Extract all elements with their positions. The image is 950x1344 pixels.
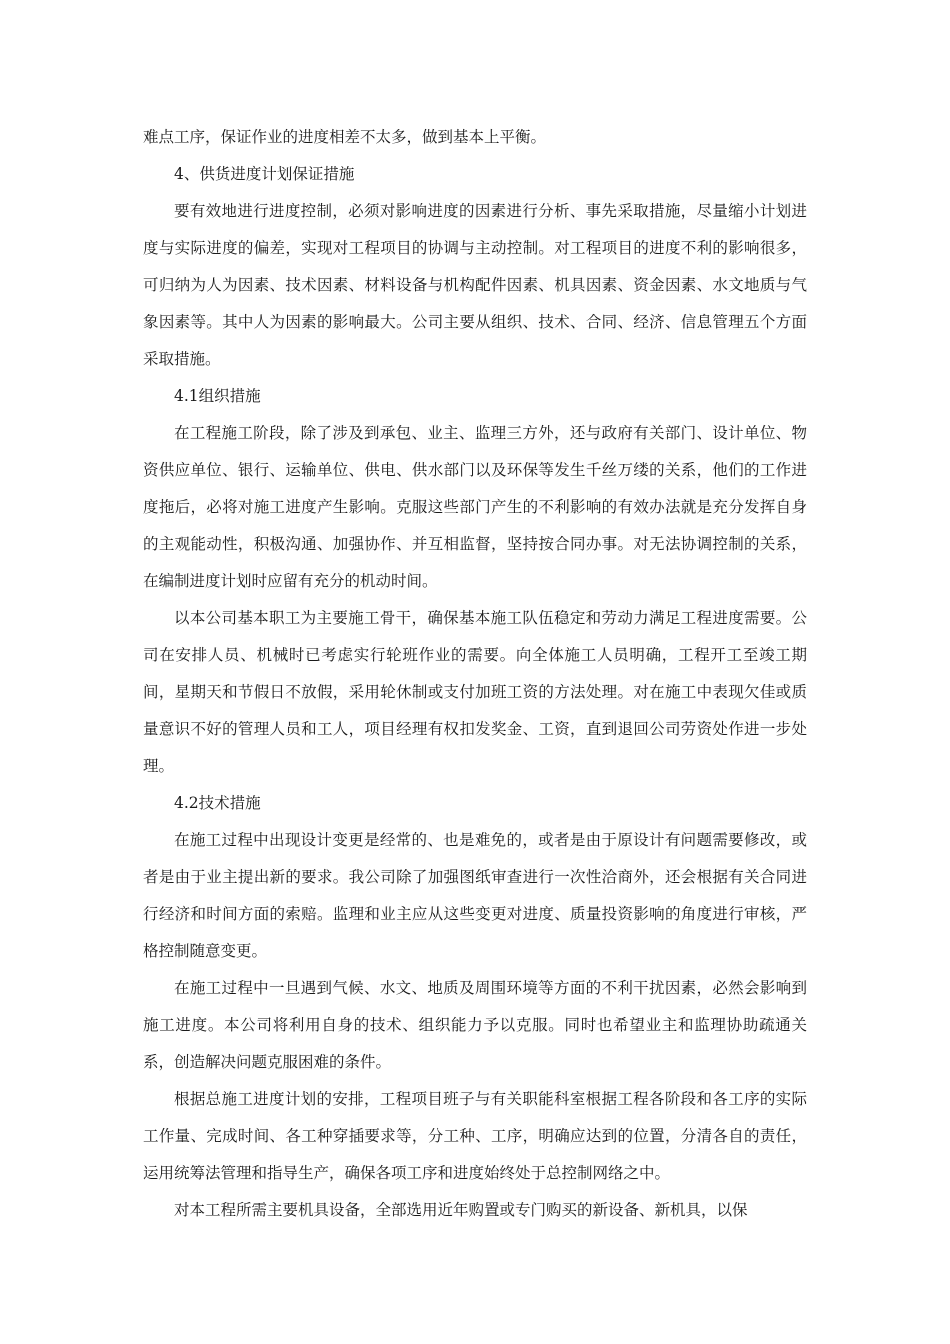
document-body [143,119,807,1229]
paragraph-continuation: 难点工序，保证作业的进度相差不太多，做到基本上平衡。 [143,128,547,146]
section-heading-4-1: 4.1组织措施 [174,387,261,405]
section-heading-4-2: 4.2技术措施 [174,794,261,812]
paragraph-design-changes: 在施工过程中出现设计变更是经常的、也是难免的，或者是由于原设计有问题需要修改，或者是由于业主提出新的要求。我公司除了加强图纸审查进行一次性洽商外，还会根据有关合同进行经济和时间方面的索赔。监理和业主应从这些变更对进度、质量投资影响的角度进行审核，严格控制随意变更。 [143,831,807,960]
paragraph-progress-control: 要有效地进行进度控制，必须对影响进度的因素进行分析、事先采取措施，尽量缩小计划进度与实际进度的偏差，实现对工程项目的协调与主动控制。对工程项目的进度不利的影响很多，可归纳为人为因素、技术因素、材料设备与机构配件因素、机具因素、资金因素、水文地质与气象因素等。其中人为因素的影响最大。公司主要从组织、技术、合同、经济、信息管理五个方面采取措施。 [143,202,807,368]
section-heading-4: 4、供货进度计划保证措施 [174,165,355,183]
paragraph-schedule-plan: 根据总施工进度计划的安排，工程项目班子与有关职能科室根据工程各阶段和各工序的实际工作量、完成时间、各工种穿插要求等，分工种、工序，明确应达到的位置，分清各自的责任，运用统筹法管理和指导生产，确保各项工序和进度始终处于总控制网络之中。 [143,1090,807,1182]
paragraph-organization-coordination: 在工程施工阶段，除了涉及到承包、业主、监理三方外，还与政府有关部门、设计单位、物资供应单位、银行、运输单位、供电、供水部门以及环保等发生千丝万缕的关系，他们的工作进度拖后，必将对施工进度产生影响。克服这些部门产生的不利影响的有效办法就是充分发挥自身的主观能动性，积极沟通、加强协作、并互相监督，坚持按合同办事。对无法协调控制的关系，在编制进度计划时应留有充分的机动时间。 [143,424,807,590]
paragraph-equipment: 对本工程所需主要机具设备，全部选用近年购置或专门购买的新设备、新机具，以保 [174,1201,748,1219]
paragraph-staffing: 以本公司基本职工为主要施工骨干，确保基本施工队伍稳定和劳动力满足工程进度需要。公司在安排人员、机械时已考虑实行轮班作业的需要。向全体施工人员明确，工程开工至竣工期间，星期天和节假日不放假，采用轮休制或支付加班工资的方法处理。对在施工中表现欠佳或质量意识不好的管理人员和工人，项目经理有权扣发奖金、工资，直到退回公司劳资处作进一步处理。 [143,609,807,775]
paragraph-interference-factors: 在施工过程中一旦遇到气候、水文、地质及周围环境等方面的不利干扰因素，必然会影响到施工进度。本公司将利用自身的技术、组织能力予以克服。同时也希望业主和监理协助疏通关系，创造解决问题克服困难的条件。 [143,979,807,1071]
